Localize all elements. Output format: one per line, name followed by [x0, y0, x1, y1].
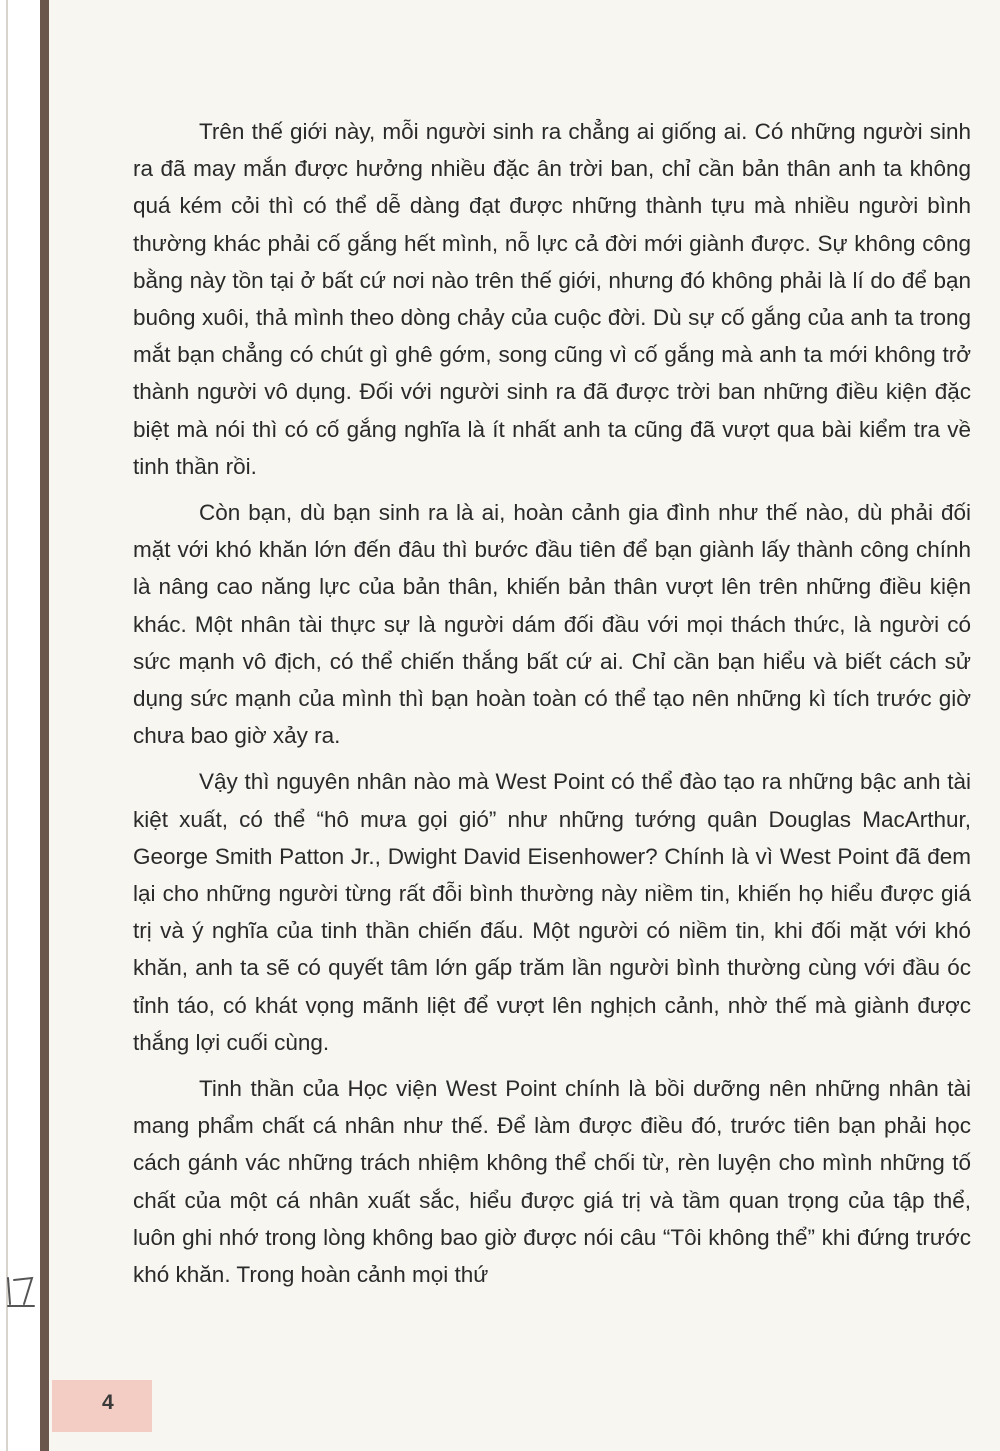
- handwritten-margin-mark: [4, 1270, 38, 1310]
- paragraph-3: Vậy thì nguyên nhân nào mà West Point có thể đào tạo ra những bậc anh tài kiệt xuất, có thể “hô mưa gọi gió” như những tướng quân Douglas MacArthur, George Smith Patton Jr., Dwight David Eisenhower? Chính là vì West Point đã đem lại cho những người từng rất đỗi bình thường này niềm tin, khiến họ hiểu được giá trị và ý nghĩa của tinh thần chiến đấu. Một người có niềm tin, khi đối mặt với khó khăn, anh ta sẽ có quyết tâm lớn gấp trăm lần người bình thường cùng với đầu óc tỉnh táo, có khát vọng mãnh liệt để vượt lên nghịch cảnh, nhờ thế mà giành được thắng lợi cuối cùng.: [133, 769, 971, 1055]
- paragraph-4: Tinh thần của Học viện West Point chính là bồi dưỡng nên những nhân tài mang phẩm chất cá nhân như thế. Để làm được điều đó, trước tiên bạn phải học cách gánh vác những trách nhiệm không thể chối từ, rèn luyện cho mình những tố chất của một cá nhân xuất sắc, hiểu được giá trị và tầm quan trọng của tập thể, luôn ghi nhớ trong lòng không bao giờ được nói câu “Tôi không thể” khi đứng trước khó khăn. Trong hoàn cảnh mọi thứ: [133, 1076, 971, 1288]
- spine-rule: [40, 0, 49, 1451]
- body-text: [133, 113, 971, 1302]
- page-number: 4: [102, 1391, 114, 1414]
- binding-margin: [0, 0, 40, 1451]
- paragraph-1: Trên thế giới này, mỗi người sinh ra chẳng ai giống ai. Có những người sinh ra đã may mắn được hưởng nhiều đặc ân trời ban, chỉ cần bản thân anh ta không quá kém cỏi thì có thể dễ dàng đạt được những thành tựu mà nhiều người bình thường khác phải cố gắng hết mình, nỗ lực cả đời mới giành được. Sự không công bằng này tồn tại ở bất cứ nơi nào trên thế giới, nhưng đó không phải là lí do để bạn buông xuôi, thả mình theo dòng chảy của cuộc đời. Dù sự cố gắng của anh ta trong mắt bạn chẳng có chút gì ghê gớm, song cũng vì cố gắng mà anh ta mới không trở thành người vô dụng. Đối với người sinh ra đã được trời ban những điều kiện đặc biệt mà nói thì có cố gắng nghĩa là ít nhất anh ta cũng đã vượt qua bài kiểm tra về tinh thần rồi.: [133, 119, 971, 479]
- paragraph-2: Còn bạn, dù bạn sinh ra là ai, hoàn cảnh gia đình như thế nào, dù phải đối mặt với khó khăn lớn đến đâu thì bước đầu tiên để bạn giành lấy thành công chính là nâng cao năng lực của bản thân, khiến bản thân vượt lên trên những điều kiện khác. Một nhân tài thực sự là người dám đối đầu với mọi thách thức, là người có sức mạnh vô địch, có thể chiến thắng bất cứ ai. Chỉ cần bạn hiểu và biết cách sử dụng sức mạnh của mình thì bạn hoàn toàn có thể tạo nên những kì tích trước giờ chưa bao giờ xảy ra.: [133, 500, 971, 749]
